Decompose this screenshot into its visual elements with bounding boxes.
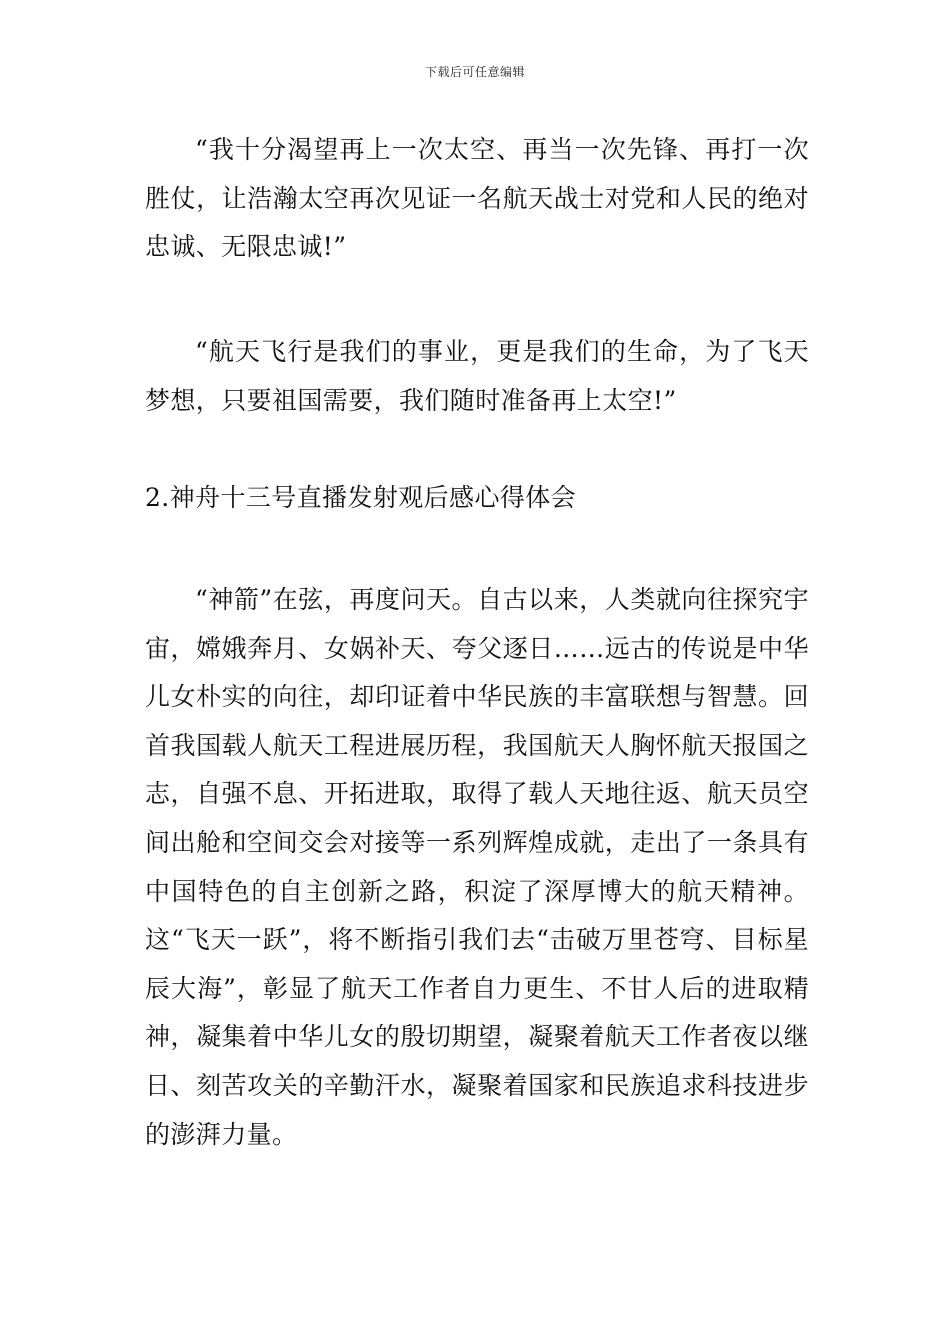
quote-paragraph-1: “我十分渴望再上一次太空、再当一次先锋、再打一次胜仗，让浩瀚太空再次见证一名航天战士对党和人民的绝对忠诚、无限忠诚!” [145,135,809,262]
quote-paragraph-2: “航天飞行是我们的事业，更是我们的生命，为了飞天梦想，只要祖国需要，我们随时准备再上太空!” [145,337,809,415]
header-note: 下载后可任意编辑 [424,65,525,79]
body-paragraph-3: “神箭”在弦，再度问天。自古以来，人类就向往探究宇宙，嫦娥奔月、女娲补天、夸父逐日……远古的传说是中华儿女朴实的向往，却印证着中华民族的丰富联想与智慧。回首我国载人航天工程进展历程，我国航天人胸怀航天报国之志，自强不息、开拓进取，取得了载人天地往返、航天员空间出舱和空间交会对接等一系列辉煌成就，走出了一条具有中国特色的自主创新之路，积淀了深厚博大的航天精神。这“飞天一跃”，将不断指引我们去“击破万里苍穹、目标星辰大海”，彰显了航天工作者自力更生、不甘人后的进取精神，凝集着中华儿女的殷切期望，凝聚着航天工作者夜以继日、刻苦攻关的辛勤汗水，凝聚着国家和民族追求科技进步的澎湃力量。 [145,585,809,1149]
section-heading: 2.神舟十三号直播发射观后感心得体会 [145,483,577,512]
